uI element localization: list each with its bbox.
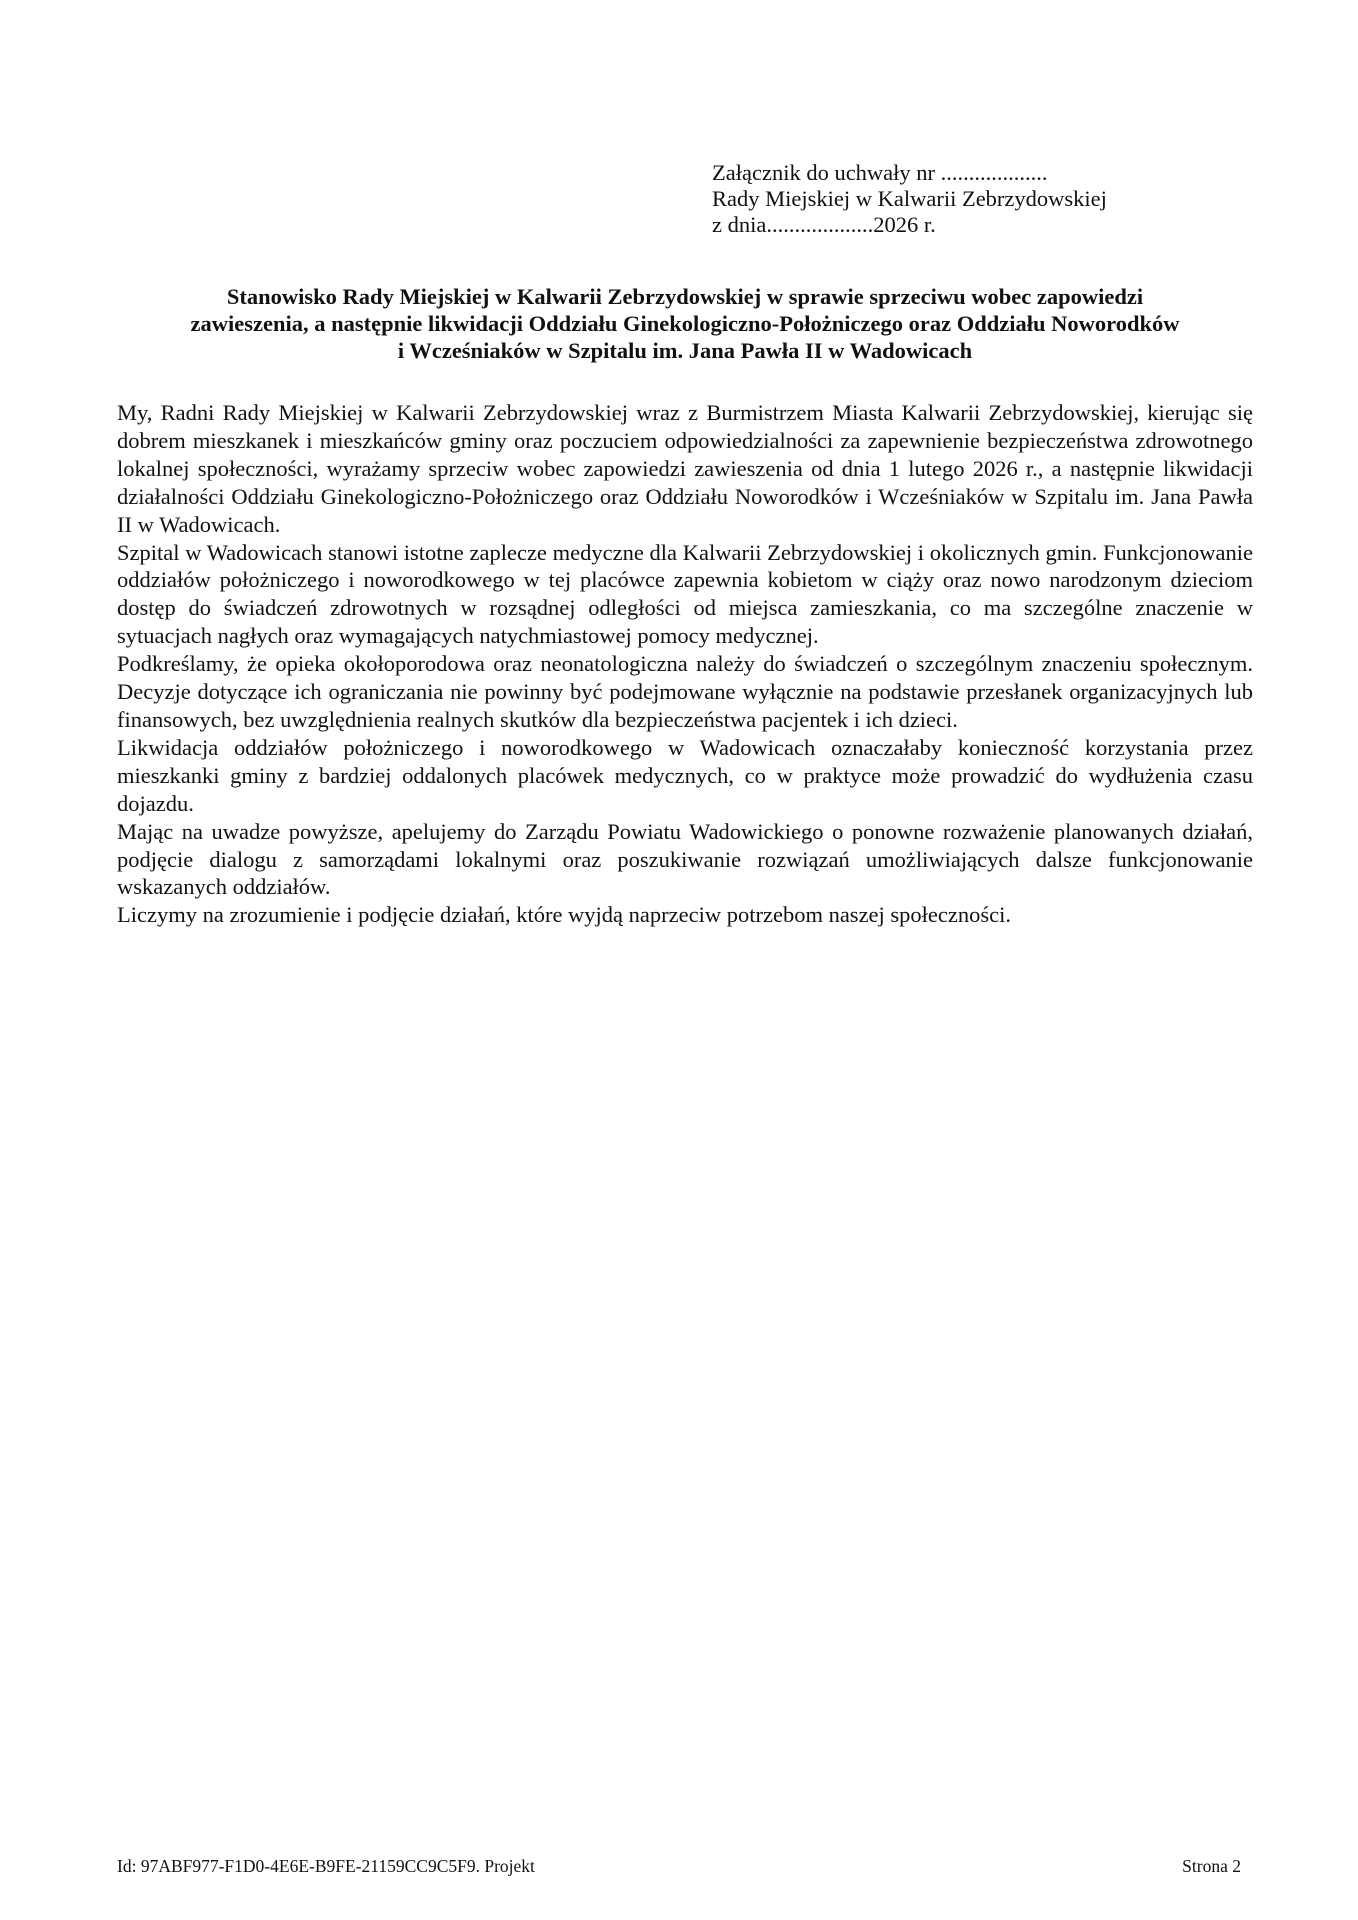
- paragraph-opening: My, Radni Rady Miejskiej w Kalwarii Zebrzydowskiej wraz z Burmistrzem Miasta Kalwarii Zebrzydowskiej, kierując się dobrem mieszkanek i mieszkańców gminy oraz poczuciem odpowiedzialności za zapewnienie bezpieczeństwa zdrowotnego lokalnej społeczności, wyrażamy sprzeciw wobec zapowiedzi zawieszenia od dnia 1 lutego 2026 r., a następnie likwidacji działalności Oddziału Ginekologiczno-Położniczego oraz Oddziału Noworodków i Wcześniaków w Szpitalu im. Jana Pawła II w Wadowicach.: [117, 400, 1253, 537]
- paragraph-appeal: Mając na uwadze powyższe, apelujemy do Zarządu Powiatu Wadowickiego o ponowne rozważenie planowanych działań, podjęcie dialogu z samorządami lokalnymi oraz poszukiwanie rozwiązań umożliwiających dalsze funkcjonowanie wskazanych oddziałów.: [117, 818, 1253, 900]
- paragraph-hospital: Szpital w Wadowicach stanowi istotne zaplecze medyczne dla Kalwarii Zebrzydowskiej i okolicznych gmin. Funkcjonowanie oddziałów położniczego i noworodkowego w tej placówce zapewnia kobietom w ciąży oraz nowo narodzonym dzieciom dostęp do świadczeń zdrowotnych w rozsądnej odległości od miejsca zamieszkania, co ma szczególne znaczenie w sytuacjach nagłych oraz wymagających natychmiastowej pomocy medycznej.: [117, 539, 1253, 649]
- footer-page-number: Strona 2: [1182, 1856, 1241, 1876]
- header-line-resolution: Załącznik do uchwały nr ...................: [712, 160, 1048, 185]
- header-line-council: Rady Miejskiej w Kalwarii Zebrzydowskiej: [712, 186, 1107, 211]
- paragraph-emphasis: Podkreślamy, że opieka okołoporodowa oraz neonatologiczna należy do świadczeń o szczególnym znaczeniu społecznym. Decyzje dotyczące ich ograniczania nie powinny być podejmowane wyłącznie na podstawie przesłanek organizacyjnych lub finansowych, bez uwzględnienia realnych skutków dla bezpieczeństwa pacjentek i ich dzieci.: [117, 651, 1253, 732]
- document-title: [117, 283, 1253, 364]
- paragraph-closing: Liczymy na zrozumienie i podjęcie działań, które wyjdą naprzeciw potrzebom naszej społeczności.: [117, 902, 1012, 928]
- title-line-3: i Wcześniaków w Szpitalu im. Jana Pawła II w Wadowicach: [397, 338, 973, 363]
- footer-document-id: Id: 97ABF977-F1D0-4E6E-B9FE-21159CC9C5F9. Projekt: [117, 1856, 535, 1876]
- document-body: [117, 399, 1253, 929]
- title-line-2: zawieszenia, a następnie likwidacji Oddziału Ginekologiczno-Położniczego oraz Oddziału Noworodków: [190, 311, 1180, 336]
- attachment-header: [712, 160, 1107, 238]
- paragraph-liquidation: Likwidacja oddziałów położniczego i noworodkowego w Wadowicach oznaczałaby konieczność korzystania przez mieszkanki gminy z bardziej oddalonych placówek medycznych, co w praktyce może prowadzić do wydłużenia czasu dojazdu.: [117, 734, 1253, 816]
- header-line-date: z dnia...................2026 r.: [712, 212, 936, 237]
- title-line-1: Stanowisko Rady Miejskiej w Kalwarii Zebrzydowskiej w sprawie sprzeciwu wobec zapowiedzi: [226, 284, 1144, 309]
